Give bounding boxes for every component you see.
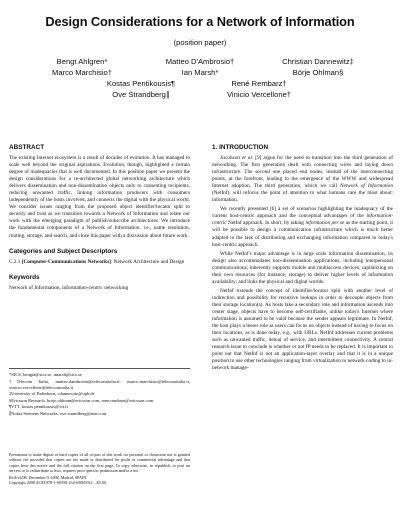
author-row xyxy=(0,79,400,90)
intro-paragraph-1 xyxy=(212,155,393,204)
footnote: †Telecom Italia, matteo.dambrosio@telecomitalia.it, marco.marchisio@telecomitalia.it, vinicio.vercellone@telecomitalia.it xyxy=(9,378,190,390)
category-name: [Computer-Communications Networks] xyxy=(21,258,111,265)
abstract-heading: ABSTRACT xyxy=(9,144,45,151)
intro-text: (NetInf), will refocus the point of attention to what humans care the most about: information. xyxy=(212,190,393,204)
category-code: C.2.1 xyxy=(9,258,21,265)
left-column xyxy=(9,144,190,293)
author-name: Börje Ohlman§ xyxy=(292,68,344,77)
author-name: Bengt Ahlgren* xyxy=(56,57,108,66)
cited-authors: Jacobson et al. xyxy=(220,155,254,161)
category-description: : Network Architecture and Design xyxy=(110,258,185,265)
intro-paragraph-4: NetInf extends the concept of identifier/locator split with another level of indirection and possibility for recursive lookups in order to decouple objects from their storage location(s). As hosts take a secondary role and information ascends into center stage, objects have to become self-certifiable, unlike today's Internet where information is assumed to be valid because the sender appears legitimate. In NetInf, the host plays a lesser role as users can focus on objects instead of having to focus on their locations, as is done today, e.g., with URLs. NetInf addresses current problems such as unwanted traffic, denial of service, and intermittent connectivity. A central research issue to conclude is whether or not IP needs to be replaced. It is important to point out that NetInf is not an application-layer overlay and that it is in a unique position to use other technologies ranging from virtualization to network coding to in-network manage- xyxy=(212,287,393,372)
author-list xyxy=(0,57,400,101)
affiliation-footnotes xyxy=(9,368,190,418)
emphasis-term: Network of Information xyxy=(340,183,393,190)
intro-text: NetInf approach. In short, by taking xyxy=(226,220,306,227)
author-name: Christian Dannewitz‡ xyxy=(282,57,354,66)
introduction-heading: 1. INTRODUCTION xyxy=(212,144,269,151)
author-name: Ove Strandberg∥ xyxy=(112,90,170,99)
footnote: §Ericsson Research, borje.ohlman@ericsson.com, rene.rembarz@ericsson.com xyxy=(9,397,154,403)
footnote: ∥Nokia Siemens Networks, ove.strandberg@nsn.com xyxy=(9,411,107,417)
paper-title: Design Considerations for a Network of Information xyxy=(45,14,355,29)
author-name: Vinicio Vercellone† xyxy=(226,90,292,99)
author-row xyxy=(0,68,400,79)
categories-text xyxy=(9,259,190,266)
author-name: Matteo D'Ambrosio† xyxy=(165,57,235,66)
author-name: Marco Marchisio† xyxy=(52,68,112,77)
copyright-notice xyxy=(9,452,190,485)
footnote: ‡University of Paderborn, cdannewitz@upb.de xyxy=(9,391,95,397)
author-row xyxy=(0,90,400,101)
emphasis-term: information per se xyxy=(305,220,345,227)
emphasis-term: information-centric xyxy=(212,213,393,227)
intro-paragraph-3: While NetInf's major advantage is in large scale information dissemination, its design also accommodates non-dissemination applications, including interpersonal communications; inherently supports mobile and multiaccess devices, capitalizing on their own resources (for instance, storage) to deliver higher levels of information availability; and links the physical and digital worlds. xyxy=(212,250,393,285)
paper-subtitle: (position paper) xyxy=(173,38,227,47)
author-name: Kostas Pentikousis¶ xyxy=(106,79,176,88)
abstract-text: The existing Internet ecosystem is a result of decades of evolution. It has managed to scale well beyond the original aspirations. Evolution, though, highlighted a certain degree of inadequacies that is well documented. In this position paper we present the design considerations for a re-architected global networking architecture which delivers dissemination and non-dissemination objects only to consenting recipients, reducing unwanted traffic, linking information producers with consumers independently of the hosts involved, and connects the digital with the physical world. We consider issues ranging from the proposed object identifier/locator split to security and trust as we transition towards a Network of Information and relate our work with the emerging paradigm of publish/subscribe architectures. We introduce the fundamental components of a Network of Information, i.e., name resolution, routing, storage, and search, and close this paper with a discussion about future work. xyxy=(9,155,190,239)
intro-text: [9] argue for the need to transition into the third generation of networking. The first generation dealt with connecting wires and laying down infrastructure. The second one placed end nodes, instead of the interconnecting points, at the forefront, leading to the emergence of the WWW and widespread Internet adoption. The third generation, which we call xyxy=(212,155,394,190)
author-name: René Rembarz† xyxy=(231,79,287,88)
permission-text: Permission to make digital or hard copies of all or part of this work for personal or classroom use is granted without fee provided that copies are not made or distributed for profit or commercial advantage and that copies bear this notice and the full citation on the first page. To copy otherwise, to republish, to post on servers or to redistribute to lists, requires prior specific permission and/or a fee. xyxy=(9,452,190,474)
footnote: *SICS, bengta@sics.se, imarsh@sics.se xyxy=(9,372,82,377)
categories-heading: Categories and Subject Descriptors xyxy=(9,247,118,255)
right-column xyxy=(212,144,393,374)
intro-text: We recently presented [6] a set of scenarios highlighting the inadequacy of the current host-centric approach and the conceptual advantages of the xyxy=(212,206,393,220)
author-row xyxy=(0,57,400,68)
footnote: ¶VTT, kostas.pentikousis@vtt.fi xyxy=(9,404,68,410)
venue-line: ReArch'08, December 9, 2008, Madrid, SPAIN xyxy=(9,474,87,480)
intro-paragraph-2 xyxy=(212,206,393,248)
keywords-text: Network of Information, information-centric networking xyxy=(9,284,129,291)
copyright-line: Copyright 2008 ACM 978-1-60558-234-6/08/0012 ...$5.00. xyxy=(9,480,107,486)
keywords-heading: Keywords xyxy=(9,273,40,281)
intro-text: as the starting point, it will be possible to design a communication infrastructure which is much better adapted to the task of distributing and exchanging information compared to today's host-centric approach. xyxy=(212,220,393,248)
author-name: Ian Marsh* xyxy=(181,68,219,77)
